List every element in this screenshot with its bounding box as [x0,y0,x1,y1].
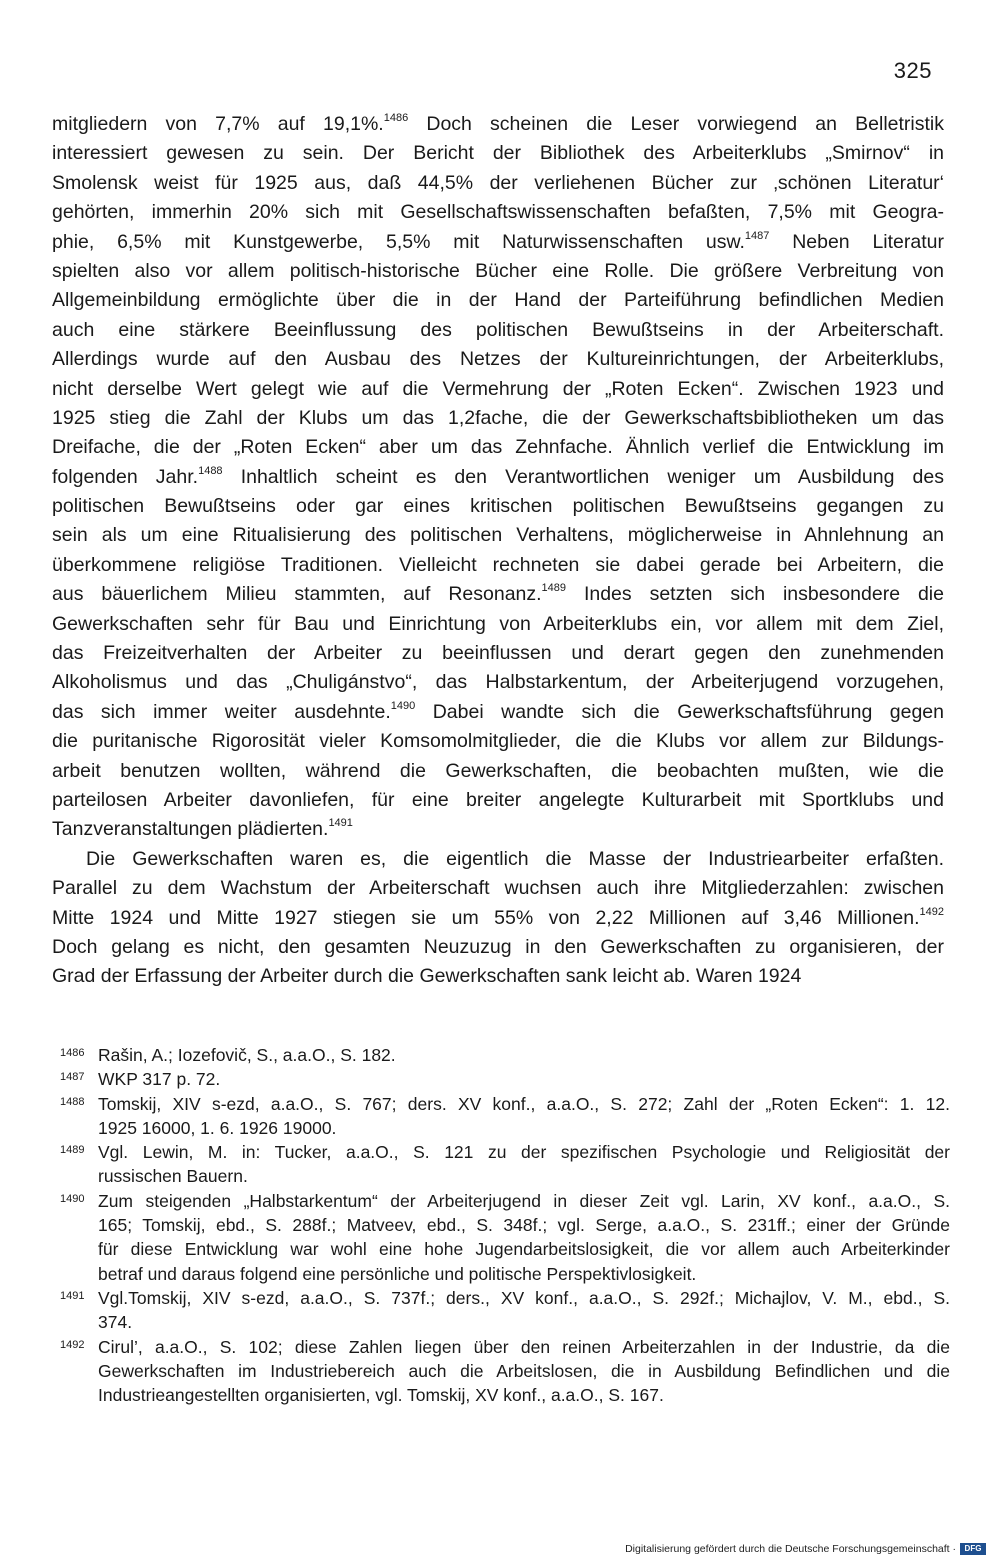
text-line [52,874,944,903]
footnote-ref: 1486 [383,112,409,124]
text-line [52,904,944,933]
text-line [52,345,944,374]
footnote-line: Cirul’, a.a.O., S. 102; diese Zahlen liegen über den reinen Arbeiterzahlen in der Industrie, da die [98,1336,950,1357]
line-text: arbeit benutzen wollten, während die Gewerkschaften, die beobachten mußten, wie die [52,759,944,782]
footnote-ref: 1488 [198,464,223,477]
text-line [52,933,944,962]
text-line [52,845,944,874]
dfg-logo: DFG [960,1543,986,1555]
footnote-line: russischen Bauern. [98,1166,248,1187]
line-text: überkommene religiöse Traditionen. Vielleicht rechneten sie dabei gerade bei Arbeitern, die [52,553,944,576]
line-text-continued: Neben Literatur [769,230,944,253]
footnote-number: 1492 [60,1338,85,1351]
line-text: die puritanische Rigorosität vieler Komsomolmitglieder, die die Klubs vor allem zur Bildungs- [52,730,944,753]
text-line [52,492,944,521]
footnote-number: 1491 [60,1289,85,1302]
page-number: 325 [893,58,932,83]
footnote-line: WKP 317 p. 72. [98,1069,221,1090]
line-text: Doch gelang es nicht, den gesamten Neuzuzug in den Gewerkschaften zu organisieren, der [52,935,944,958]
line-text: das sich immer weiter ausdehnte. [52,700,391,723]
footnote [60,1140,950,1189]
line-text: Die Gewerkschaften waren es, die eigentlich die Masse der Industriearbeiter erfaßten. [86,847,944,870]
line-text: Parallel zu dem Wachstum der Arbeiterschaft wuchsen auch ihre Mitgliederzahlen: zwischen [52,877,944,900]
line-text: Gewerkschaften sehr für Bau und Einrichtung von Arbeiterklubs ein, vor allem mit dem Ziel, [52,612,944,635]
text-line [52,257,944,286]
footnote-line: 165; Tomskij, ebd., S. 288f.; Matveev, ebd., S. 348f.; vgl. Serge, a.a.O., S. 231ff.; einer der Gründe [98,1215,950,1236]
line-text: auch eine stärkere Beeinflussung des politischen Bewußtseins in der Arbeiterschaft. [52,318,944,341]
footnote-number: 1489 [60,1144,85,1157]
footnote-line: Rašin, A.; Iozefovič, S., a.a.O., S. 182. [98,1045,396,1065]
line-text: mitgliedern von 7,7% auf 19,1%. [52,113,384,135]
line-text: Tanzveranstaltungen plädierten. [52,818,329,841]
line-text: Allgemeinbildung ermöglichte über die in der Hand der Parteiführung befindlichen Medien [52,289,944,312]
text-line [52,110,944,139]
text-line [52,375,944,404]
text-line [52,169,944,198]
footnote-number: 1487 [60,1071,85,1084]
digitization-credit [625,1543,986,1555]
text-line [52,139,944,168]
line-text: Grad der Erfassung der Arbeiter durch die Gewerkschaften sank leicht ab. Waren 1924 [52,965,802,988]
footnote-line: für diese Entwicklung war wohl eine hohe Jugendarbeitslosigkeit, die vor allem auch Arbeiterkinder [98,1239,950,1260]
text-line [52,727,944,756]
footnote-ref: 1492 [919,905,944,918]
footnote-line: Industrieangestellten organisierten, vgl. Tomskij, XV konf., a.a.O., S. 167. [98,1385,664,1406]
paragraph [52,110,944,845]
footnote [60,1092,950,1141]
line-text: nicht derselbe Wert gelegt wie auf die Vermehrung der „Roten Ecken“. Zwischen 1923 und [52,377,944,400]
footnote-line: Vgl.Tomskij, XIV s-ezd, a.a.O., S. 737f.; ders., XV konf., a.a.O., S. 292f.; Michajlov, V. M., ebd., S. [98,1287,950,1308]
text-line [52,580,944,609]
footnote-line: Vgl. Lewin, M. in: Tucker, a.a.O., S. 121 zu der spezifischen Psychologie und Religiosität der [98,1142,950,1163]
footnote-ref: 1490 [390,699,416,712]
line-text: das Freizeitverhalten der Arbeiter zu beeinflussen und derart gegen den zunehmenden [52,642,944,665]
line-text: spielten also vor allem politisch-historische Bücher eine Rolle. Die größere Verbreitung von [52,259,944,282]
line-text: Alkoholismus und das „Chuligánstvo“, das Halbstarkentum, der Arbeiterjugend vorzugehen, [52,671,944,694]
text-line [52,521,944,550]
line-text: aus bäuerlichem Milieu stammten, auf Resonanz. [52,583,542,606]
footnote [60,1043,950,1067]
footnote-line: Gewerkschaften im Industriebereich auch die Arbeitslosen, die in Ausbildung Befindlichen und die [98,1360,950,1381]
text-line [52,639,944,668]
text-line [52,610,944,639]
line-text-continued: Doch scheinen die Leser vorwiegend an Belletristik [408,113,944,135]
text-line [52,463,944,492]
line-text: phie, 6,5% mit Kunstgewerbe, 5,5% mit Naturwissenschaften usw. [52,230,745,253]
footnotes [60,1043,950,1407]
text-line [52,316,944,345]
text-line [52,668,944,697]
footnote-ref: 1491 [328,817,353,830]
line-text: gehörten, immerhin 20% sich mit Gesellschaftswissenschaften befaßten, 7,5% mit Geogra- [52,201,944,224]
line-text-continued: Indes setzten sich insbesondere die [566,583,944,606]
line-text: 1925 stieg die Zahl der Klubs um das 1,2fache, die der Gewerkschaftsbibliotheken um das [52,406,944,429]
text-line [52,962,944,991]
line-text-continued: Inhaltlich scheint es den Verantwortlichen weniger um Ausbildung des [222,465,944,488]
line-text: Mitte 1924 und Mitte 1927 stiegen sie um 55% von 2,22 Millionen auf 3,46 Millionen. [52,906,920,929]
footnote [60,1286,950,1335]
footnote-ref: 1489 [541,582,567,595]
line-text: Dreifache, die der „Roten Ecken“ aber um das Zehnfache. Ähnlich verlief die Entwicklung im [52,436,944,459]
text-line [52,433,944,462]
line-text: parteilosen Arbeiter davonliefen, für eine breiter angelegte Kulturarbeit mit Sportklubs und [52,788,944,811]
text-line [52,228,944,257]
footnote-number: 1488 [60,1095,85,1108]
line-text: Smolensk weist für 1925 aus, daß 44,5% der verliehenen Bücher zur ‚schönen Literatur‘ [52,171,944,194]
body-text [52,110,944,992]
footnote [60,1067,950,1091]
footnote-line: 1925 16000, 1. 6. 1926 19000. [98,1117,337,1138]
text-line [52,698,944,727]
credit-text: Digitalisierung gefördert durch die Deutsche Forschungsgemeinschaft · [625,1543,956,1555]
footnote [60,1189,950,1286]
line-text: interessiert gewesen zu sein. Der Bericht der Bibliothek des Arbeiterklubs „Smirnov“ in [52,142,944,165]
text-line [52,286,944,315]
line-text: Allerdings wurde auf den Ausbau des Netzes der Kultureinrichtungen, der Arbeiterklubs, [52,348,944,371]
text-line [52,815,944,844]
paragraph [52,845,944,992]
text-line [52,404,944,433]
footnote-line: Zum steigenden „Halbstarkentum“ der Arbeiterjugend in dieser Zeit vgl. Larin, XV konf., a.a.O., S. [98,1190,950,1211]
line-text-continued: Dabei wandte sich die Gewerkschaftsführung gegen [415,700,945,723]
footnote [60,1335,950,1408]
footnote-number: 1486 [60,1047,85,1059]
text-line [52,198,944,227]
text-line [52,786,944,815]
footnote-number: 1490 [60,1192,85,1205]
line-text: folgenden Jahr. [52,465,199,488]
text-line [52,551,944,580]
text-line [52,757,944,786]
footnote-line: betraf und daraus folgend eine persönliche und politische Perspektivlosigkeit. [98,1263,697,1284]
footnote-ref: 1487 [744,229,770,242]
line-text: sein als um eine Ritualisierung des politischen Verhaltens, möglicherweise in Ahnlehnung an [52,524,944,547]
line-text: politischen Bewußtseins oder gar eines kritischen politischen Bewußtseins gegangen zu [52,495,944,518]
footnote-line: 374. [98,1312,133,1333]
footnote-line: Tomskij, XIV s-ezd, a.a.O., S. 767; ders. XV konf., a.a.O., S. 272; Zahl der „Roten Ecken“: 1. 12. [98,1093,950,1114]
